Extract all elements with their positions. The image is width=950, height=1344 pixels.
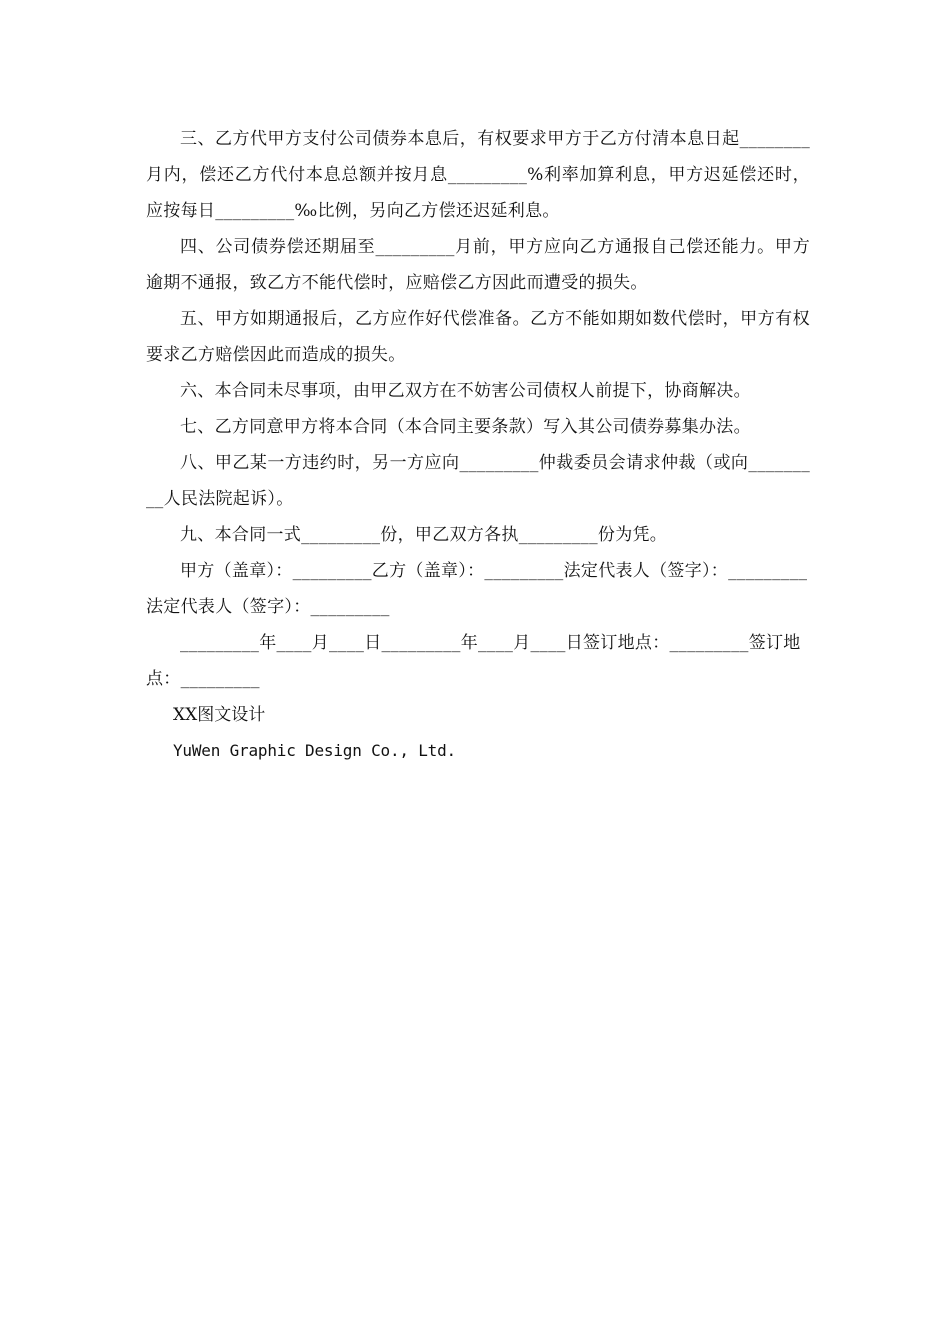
clause-5: 五、甲方如期通报后，乙方应作好代偿准备。乙方不能如期如数代偿时，甲方有权要求乙方赔偿因此而造成的损失。 [146, 309, 810, 365]
clause-8: 八、甲乙某一方违约时，另一方应向_________仲裁委员会请求仲裁（或向_________人民法院起诉）。 [146, 453, 810, 509]
company-name-cn: XX图文设计 [173, 705, 266, 725]
clause-4: 四、公司债券偿还期届至_________月前，甲方应向乙方通报自己偿还能力。甲方逾期不通报，致乙方不能代偿时，应赔偿乙方因此而遭受的损失。 [146, 237, 810, 293]
contract-body [146, 121, 810, 769]
clause-7: 七、乙方同意甲方将本合同（本合同主要条款）写入其公司债券募集办法。 [180, 417, 751, 437]
clause-3: 三、乙方代甲方支付公司债券本息后，有权要求甲方于乙方付清本息日起________月内，偿还乙方代付本息总额并按月息_________%利率加算利息，甲方迟延偿还时，应按每日_________‰比例，另向乙方偿还迟延利息。 [146, 129, 810, 221]
signature-parties-line: 甲方（盖章）：_________乙方（盖章）：_________法定代表人（签字）：_________ 法定代表人（签字）：_________ [146, 561, 808, 617]
clause-6: 六、本合同未尽事项，由甲乙双方在不妨害公司债权人前提下，协商解决。 [180, 381, 751, 401]
signature-date-place-line: _________年____月____日_________年____月____日签订地点：_________签订地点：_________ [146, 633, 801, 689]
company-name-en: YuWen Graphic Design Co., Ltd. [173, 741, 456, 760]
clause-9: 九、本合同一式_________份，甲乙双方各执_________份为凭。 [180, 525, 668, 545]
